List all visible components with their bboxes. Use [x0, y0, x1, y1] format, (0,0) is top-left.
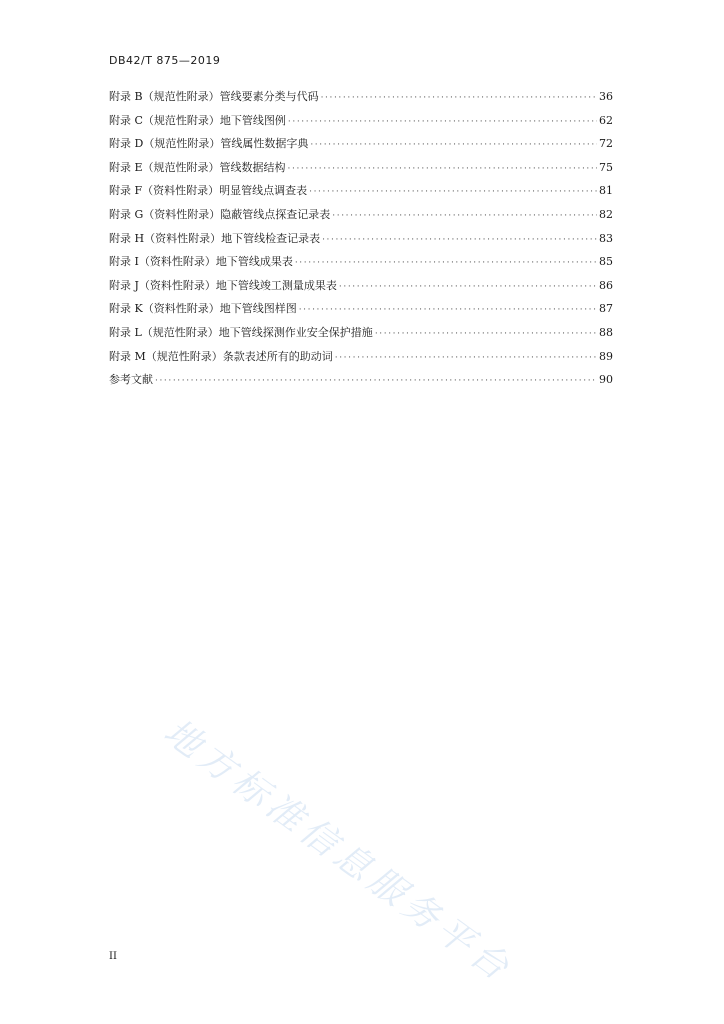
toc-leader-dots — [321, 90, 597, 106]
toc-entry-appendix-d[interactable] — [109, 136, 613, 160]
toc-entry-appendix-j[interactable] — [109, 278, 613, 302]
toc-entry-appendix-c[interactable] — [109, 113, 613, 137]
toc-entry-page: 90 — [599, 373, 613, 387]
table-of-contents — [109, 89, 613, 396]
toc-leader-dots — [322, 232, 597, 248]
toc-entry-appendix-f[interactable] — [109, 183, 613, 207]
toc-entry-appendix-e[interactable] — [109, 160, 613, 184]
toc-leader-dots — [310, 137, 597, 153]
toc-entry-title: 参考文献 — [109, 373, 153, 387]
toc-entry-page: 85 — [599, 255, 613, 269]
toc-entry-title: 附录 H（资料性附录）地下管线检查记录表 — [109, 231, 321, 245]
toc-leader-dots — [309, 184, 597, 200]
toc-leader-dots — [335, 350, 597, 366]
toc-entry-appendix-m[interactable] — [109, 349, 613, 373]
toc-entry-title: 附录 B（规范性附录）管线要素分类与代码 — [109, 90, 319, 103]
toc-leader-dots — [339, 279, 597, 295]
toc-entry-page: 88 — [599, 325, 613, 339]
toc-entry-title: 附录 K（资料性附录）地下管线图样图 — [109, 302, 297, 316]
toc-leader-dots — [299, 302, 597, 318]
toc-entry-page: 83 — [599, 231, 613, 245]
page-number: II — [109, 951, 117, 962]
toc-entry-page: 82 — [599, 207, 613, 221]
toc-entry-page: 86 — [599, 278, 613, 292]
toc-entry-page: 62 — [599, 113, 613, 127]
toc-leader-dots — [295, 255, 597, 271]
toc-entry-appendix-b[interactable] — [109, 89, 613, 113]
toc-entry-title: 附录 J（资料性附录）地下管线竣工测量成果表 — [109, 278, 337, 292]
toc-leader-dots — [332, 208, 597, 224]
toc-entry-title: 附录 I（资料性附录）地下管线成果表 — [109, 255, 293, 269]
toc-entry-appendix-l[interactable] — [109, 325, 613, 349]
toc-entry-references[interactable] — [109, 372, 613, 396]
toc-entry-title: 附录 E（规范性附录）管线数据结构 — [109, 160, 286, 174]
toc-entry-appendix-g[interactable] — [109, 207, 613, 231]
toc-entry-page: 89 — [599, 349, 613, 363]
toc-entry-title: 附录 M（规范性附录）条款表述所有的助动词 — [109, 349, 333, 363]
toc-entry-page: 81 — [599, 184, 613, 198]
toc-entry-page: 36 — [599, 90, 613, 103]
toc-entry-title: 附录 C（规范性附录）地下管线图例 — [109, 113, 286, 127]
toc-entry-page: 75 — [599, 160, 613, 174]
toc-entry-title: 附录 G（资料性附录）隐蔽管线点探查记录表 — [109, 207, 331, 221]
toc-leader-dots — [155, 373, 597, 389]
toc-entry-page: 87 — [599, 302, 613, 316]
toc-entry-appendix-i[interactable] — [109, 254, 613, 278]
toc-entry-appendix-h[interactable] — [109, 231, 613, 255]
toc-entry-title: 附录 L（规范性附录）地下管线探测作业安全保护措施 — [109, 325, 373, 339]
document-code-header: DB42/T 875—2019 — [109, 54, 221, 67]
toc-entry-title: 附录 F（资料性附录）明显管线点调查表 — [109, 184, 308, 198]
toc-entry-title: 附录 D（规范性附录）管线属性数据字典 — [109, 137, 309, 151]
toc-entry-page: 72 — [599, 137, 613, 151]
toc-leader-dots — [288, 114, 597, 130]
watermark: 地方标准信息服务平台 — [156, 711, 521, 992]
toc-leader-dots — [375, 326, 597, 342]
toc-leader-dots — [288, 161, 597, 177]
toc-entry-appendix-k[interactable] — [109, 301, 613, 325]
